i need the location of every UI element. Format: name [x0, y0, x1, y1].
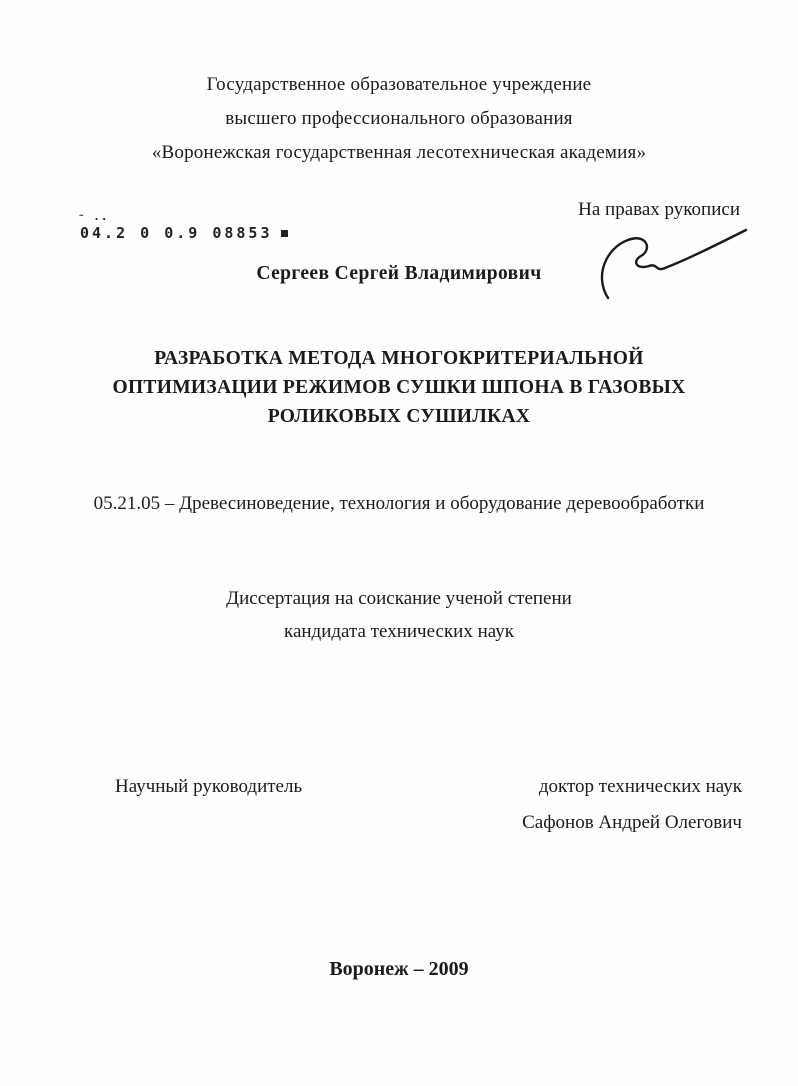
- manuscript-rights-note: На правах рукописи: [578, 199, 740, 220]
- handwritten-signature: [596, 222, 748, 302]
- degree-name-line: кандидата технических наук: [284, 621, 514, 642]
- city-year-line: Воронеж – 2009: [329, 958, 469, 980]
- institution-line-2: высшего профессионального образования: [225, 108, 573, 129]
- specialty-code-line: 05.21.05 – Древесиноведение, технология и оборудование деревообработки: [93, 493, 705, 514]
- institution-line-3: «Воронежская государственная лесотехническая академия»: [151, 142, 647, 163]
- supervisor-name: Сафонов Андрей Олегович: [522, 812, 742, 833]
- title-line-3: РОЛИКОВЫХ СУШИЛКАХ: [267, 406, 531, 427]
- institution-line-1: Государственное образовательное учреждение: [206, 74, 592, 95]
- library-accession-stamp: [78, 213, 288, 242]
- title-line-2: ОПТИМИЗАЦИИ РЕЖИМОВ СУШКИ ШПОНА В ГАЗОВЫХ: [112, 377, 686, 398]
- author-name: Сергеев Сергей Владимирович: [256, 263, 542, 284]
- stamp-marks: ˜ ··: [78, 213, 109, 226]
- supervisor-label: Научный руководитель: [115, 776, 303, 797]
- title-line-1: РАЗРАБОТКА МЕТОДА МНОГОКРИТЕРИАЛЬНОЙ: [154, 348, 644, 369]
- stamp-number: 04.2 0 0.9 08853: [80, 224, 273, 242]
- supervisor-degree: доктор технических наук: [538, 776, 742, 797]
- supervisor-info: [422, 776, 742, 834]
- stamp-square-mark: [281, 230, 288, 237]
- dissertation-title: [99, 344, 699, 431]
- degree-purpose-line: Диссертация на соискание ученой степени: [226, 588, 572, 609]
